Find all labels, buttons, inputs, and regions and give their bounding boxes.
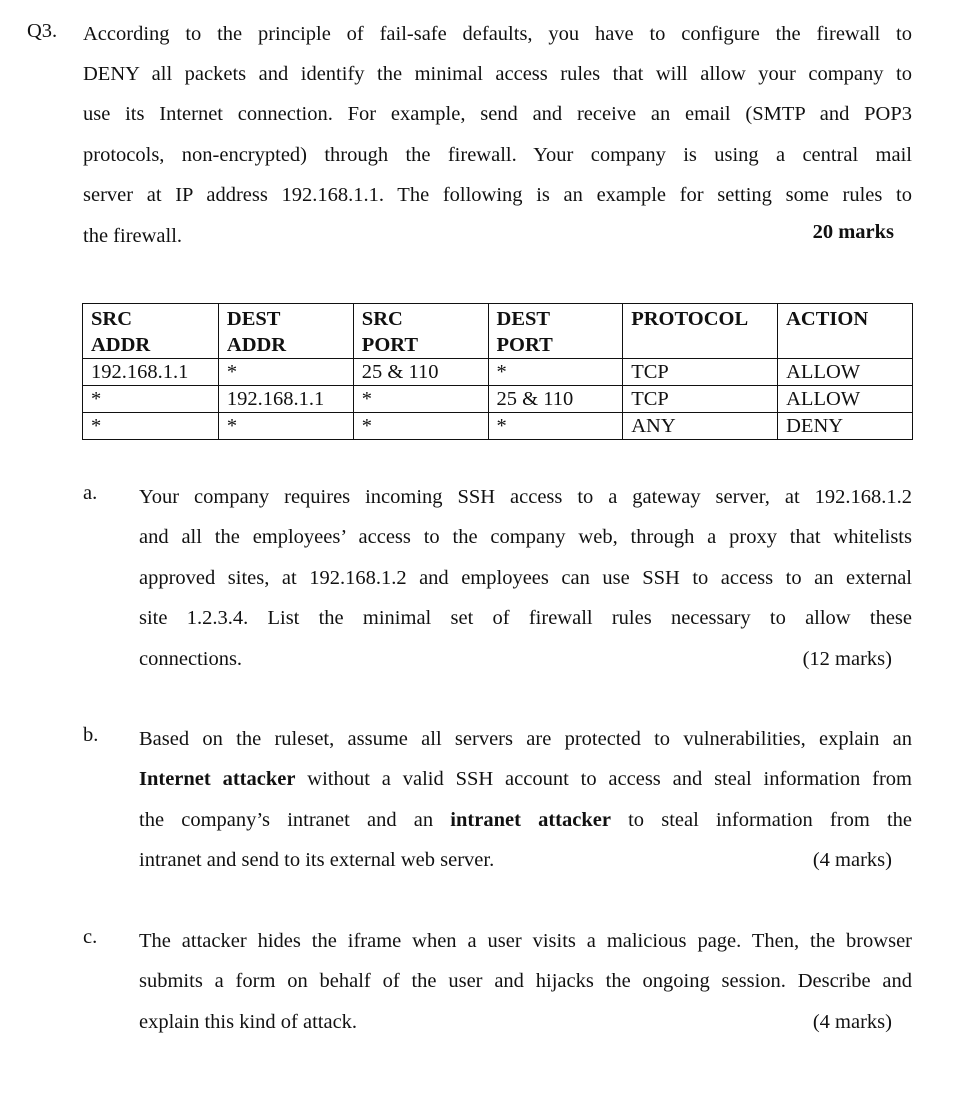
- header-src-port: SRC PORT: [353, 304, 488, 359]
- intro-line: protocols, non-encrypted) through the firewall. Your company is using a central mail: [83, 144, 912, 166]
- intranet-attacker-term: intranet attacker: [450, 809, 611, 831]
- table-cell: DENY: [778, 413, 913, 440]
- intro-line: the firewall.: [83, 225, 183, 247]
- part-b-line: Internet attacker without a valid SSH account to access and steal information from: [139, 768, 912, 790]
- header-src-addr: SRC ADDR: [83, 304, 219, 359]
- table-cell: TCP: [623, 359, 778, 386]
- table-cell: *: [353, 386, 488, 413]
- table-cell: *: [83, 413, 219, 440]
- table-cell: *: [488, 413, 623, 440]
- table-header-row: [83, 304, 913, 359]
- table-cell: *: [218, 413, 353, 440]
- part-a-line: and all the employees’ access to the company web, through a proxy that whitelists: [139, 526, 912, 548]
- part-a-label: a.: [83, 482, 98, 504]
- part-c-line: explain this kind of attack.: [139, 1011, 358, 1033]
- table-row: [83, 386, 913, 413]
- table-cell: *: [488, 359, 623, 386]
- header-action: ACTION: [778, 304, 913, 359]
- part-a-line: Your company requires incoming SSH access to a gateway server, at 192.168.1.2: [139, 486, 912, 508]
- part-b-label: b.: [83, 724, 99, 746]
- part-b-marks: (4 marks): [812, 849, 892, 871]
- table-cell: ALLOW: [778, 386, 913, 413]
- firewall-rules-table: [82, 303, 913, 440]
- table-row: [83, 413, 913, 440]
- intro-line: use its Internet connection. For example, send and receive an email (SMTP and POP3: [83, 103, 912, 125]
- internet-attacker-term: Internet attacker: [139, 768, 296, 790]
- part-a-marks: (12 marks): [802, 648, 892, 670]
- part-c-line: submits a form on behalf of the user and hijacks the ongoing session. Describe and: [139, 970, 912, 992]
- part-b-line: intranet and send to its external web server.: [139, 849, 495, 871]
- table-cell: *: [218, 359, 353, 386]
- header-dest-addr: DEST ADDR: [218, 304, 353, 359]
- table-cell: *: [353, 413, 488, 440]
- part-b-line: the company’s intranet and an intranet attacker to steal information from the: [139, 809, 912, 831]
- table-cell: 192.168.1.1: [218, 386, 353, 413]
- part-a-line: connections.: [139, 648, 243, 670]
- question-marks: 20 marks: [812, 221, 894, 243]
- table-cell: TCP: [623, 386, 778, 413]
- part-c-marks: (4 marks): [812, 1011, 892, 1033]
- table-cell: ALLOW: [778, 359, 913, 386]
- part-c-label: c.: [83, 926, 98, 948]
- part-b-line: Based on the ruleset, assume all servers are protected to vulnerabilities, explain an: [139, 728, 912, 750]
- intro-line: DENY all packets and identify the minimal access rules that will allow your company to: [83, 63, 912, 85]
- header-dest-port: DEST PORT: [488, 304, 623, 359]
- question-number: Q3.: [27, 20, 58, 42]
- table-row: [83, 359, 913, 386]
- header-protocol: PROTOCOL: [623, 304, 778, 359]
- table-cell: 192.168.1.1: [83, 359, 219, 386]
- intro-line: server at IP address 192.168.1.1. The following is an example for setting some rules to: [83, 184, 912, 206]
- table-cell: *: [83, 386, 219, 413]
- table-cell: 25 & 110: [488, 386, 623, 413]
- table-cell: 25 & 110: [353, 359, 488, 386]
- intro-line: According to the principle of fail-safe defaults, you have to configure the firewall to: [83, 23, 912, 45]
- table-cell: ANY: [623, 413, 778, 440]
- part-a-line: site 1.2.3.4. List the minimal set of firewall rules necessary to allow these: [139, 607, 912, 629]
- part-a-line: approved sites, at 192.168.1.2 and employees can use SSH to access to an external: [139, 567, 912, 589]
- part-c-line: The attacker hides the iframe when a user visits a malicious page. Then, the browser: [139, 930, 912, 952]
